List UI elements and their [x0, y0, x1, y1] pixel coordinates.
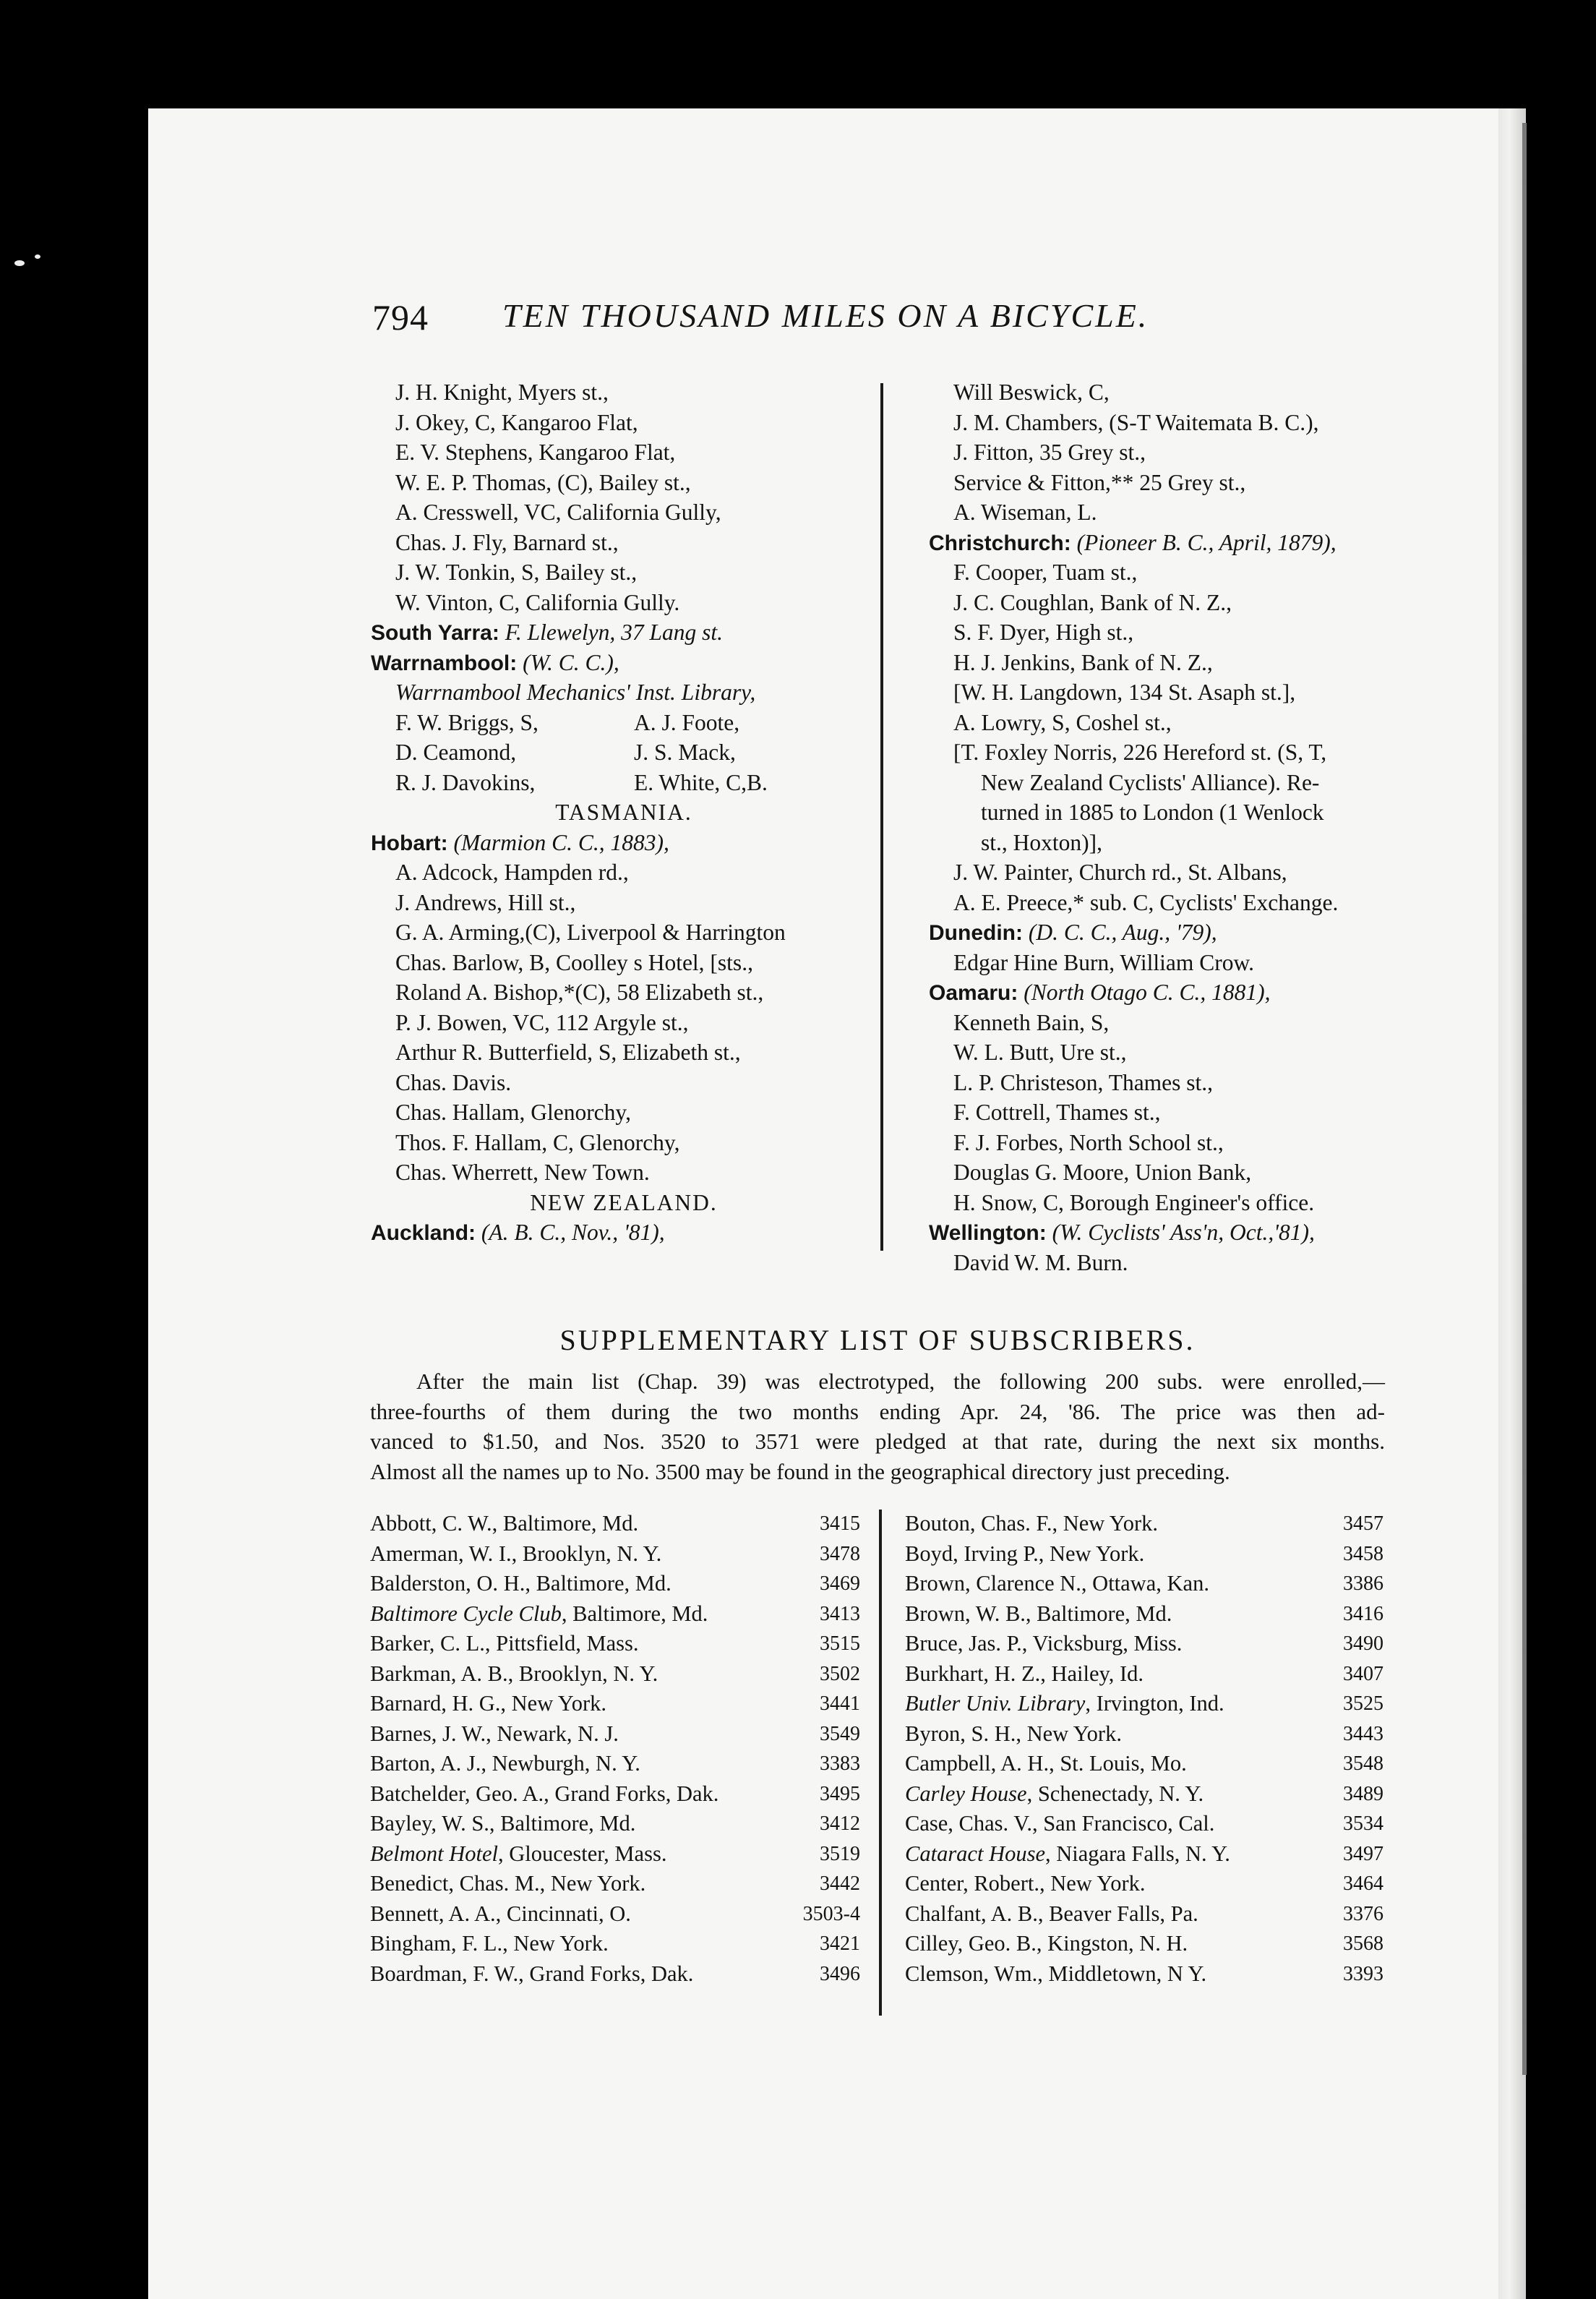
directory-entry: A. E. Preece,* sub. C, Cyclists' Exchange. [953, 889, 1339, 915]
subscriber-name: Barkman, A. B., Brooklyn, N. Y. [370, 1661, 658, 1686]
directory-entry: Will Beswick, C, [953, 380, 1110, 405]
directory-entry: A. J. Foote, [634, 709, 740, 735]
directory-left-column [371, 377, 877, 1248]
section-heading: NEW ZEALAND. [530, 1189, 718, 1215]
subscriber-name: Center, Robert., New York. [905, 1871, 1146, 1896]
subscriber-name: Bayley, W. S., Baltimore, Md. [370, 1811, 636, 1836]
subscriber-row [905, 1869, 1383, 1899]
subscriber-number: 3421 [820, 1932, 860, 1955]
directory-entry-pair [371, 768, 877, 798]
subscriber-row [370, 1689, 860, 1719]
subscriber-name: Cataract House, Niagara Falls, N. Y. [905, 1841, 1230, 1866]
directory-entry: F. W. Briggs, S, [395, 709, 539, 735]
subscriber-row [905, 1629, 1383, 1659]
subscriber-row [905, 1569, 1383, 1599]
club-info: (North Otago C. C., 1881), [1018, 980, 1271, 1005]
subscriber-row [905, 1809, 1383, 1839]
subscriber-row [370, 1569, 860, 1599]
subscriber-number: 3478 [820, 1542, 860, 1565]
column-rule [880, 383, 883, 1251]
subscriber-row [905, 1779, 1383, 1810]
subscriber-number: 3496 [820, 1962, 860, 1985]
subscriber-number: 3519 [820, 1842, 860, 1865]
subscriber-row [905, 1599, 1383, 1630]
subscriber-number: 3412 [820, 1812, 860, 1835]
supplementary-intro [370, 1366, 1385, 1486]
page-number: 794 [372, 297, 429, 338]
subscriber-name: Byron, S. H., New York. [905, 1721, 1122, 1746]
subscriber-number: 3549 [820, 1722, 860, 1745]
subscriber-row [370, 1599, 860, 1630]
directory-entry: [W. H. Langdown, 134 St. Asaph st.], [953, 680, 1296, 705]
subscriber-name: Amerman, W. I., Brooklyn, N. Y. [370, 1541, 662, 1566]
place-name: South Yarra: [371, 621, 499, 645]
subscriber-row [905, 1749, 1383, 1779]
directory-entry: H. J. Jenkins, Bank of N. Z., [953, 649, 1213, 675]
subscriber-number: 3458 [1343, 1542, 1383, 1565]
subscriber-number: 3442 [820, 1872, 860, 1895]
place-name: Christchurch: [929, 531, 1071, 555]
directory-entry: W. Vinton, C, California Gully. [395, 589, 680, 615]
directory-entry: J. Okey, C, Kangaroo Flat, [395, 409, 638, 435]
subscriber-row [905, 1659, 1383, 1690]
directory-entry: F. J. Forbes, North School st., [953, 1129, 1224, 1155]
directory-entry: Service & Fitton,** 25 Grey st., [953, 469, 1246, 495]
subscriber-name: Burkhart, H. Z., Hailey, Id. [905, 1661, 1144, 1686]
directory-entry: L. P. Christeson, Thames st., [953, 1069, 1214, 1095]
subscriber-number: 3525 [1343, 1692, 1383, 1715]
scan-speck [14, 260, 25, 266]
subscriber-number: 3497 [1343, 1842, 1383, 1865]
intro-line: three-fourths of them during the two months ending Apr. 24, '86. The price was then ad- [370, 1398, 1385, 1424]
subscriber-row [905, 1959, 1383, 1990]
place-heading [929, 977, 1485, 1008]
directory-entry: J. C. Coughlan, Bank of N. Z., [953, 589, 1232, 615]
subscriber-row [370, 1929, 860, 1959]
subscriber-name: Benedict, Chas. M., New York. [370, 1871, 646, 1896]
place-name: Dunedin: [929, 921, 1023, 945]
subscriber-row [370, 1509, 860, 1539]
directory-entry: J. M. Chambers, (S-T Waitemata B. C.), [953, 409, 1319, 435]
subscriber-name: Brown, Clarence N., Ottawa, Kan. [905, 1571, 1209, 1596]
subscriber-name: Case, Chas. V., San Francisco, Cal. [905, 1811, 1215, 1836]
club-info: (W. C. C.), [517, 649, 619, 675]
subscriber-name: Clemson, Wm., Middletown, N Y. [905, 1961, 1207, 1986]
place-name: Warrnambool: [371, 651, 518, 675]
place-name: Auckland: [371, 1221, 476, 1245]
running-title: TEN THOUSAND MILES ON A BICYCLE. [502, 297, 1149, 334]
subscriber-number: 3548 [1343, 1752, 1383, 1775]
subscriber-name: Boyd, Irving P., New York. [905, 1541, 1145, 1566]
subscriber-number: 3457 [1343, 1512, 1383, 1535]
place-heading [929, 528, 1485, 558]
directory-entry: Arthur R. Butterfield, S, Elizabeth st., [395, 1040, 741, 1065]
subscriber-number: 3407 [1343, 1662, 1383, 1685]
subscriber-institution: Cataract House [905, 1841, 1046, 1866]
directory-entry: A. Adcock, Hampden rd., [395, 860, 629, 885]
place-name: Wellington: [929, 1221, 1047, 1245]
directory-entry: D. Ceamond, [395, 740, 517, 765]
directory-entry: Chas. Wherrett, New Town. [395, 1160, 650, 1185]
directory-entry: turned in 1885 to London (1 Wenlock [981, 800, 1324, 825]
subscriber-institution: Belmont Hotel [370, 1841, 499, 1866]
club-info: (W. Cyclists' Ass'n, Oct.,'81), [1046, 1220, 1315, 1245]
place-heading [371, 828, 877, 858]
subscriber-number: 3502 [820, 1662, 860, 1685]
intro-line: vanced to $1.50, and Nos. 3520 to 3571 were pledged at that rate, during the next six months. [370, 1429, 1385, 1454]
subscriber-number: 3393 [1343, 1962, 1383, 1985]
supplementary-title: SUPPLEMENTARY LIST OF SUBSCRIBERS. [559, 1324, 1196, 1356]
directory-entry: Thos. F. Hallam, C, Glenorchy, [395, 1129, 680, 1155]
scan-speck [35, 254, 40, 259]
subscriber-name: Butler Univ. Library, Irvington, Ind. [905, 1691, 1224, 1716]
subscriber-number: 3495 [820, 1782, 860, 1805]
subscriber-number: 3386 [1343, 1572, 1383, 1595]
directory-entry: J. Andrews, Hill st., [395, 889, 576, 915]
subscriber-row [370, 1719, 860, 1750]
subscriber-number: 3413 [820, 1602, 860, 1625]
directory-entry: A. Wiseman, L. [953, 500, 1097, 525]
directory-entry: Chas. Barlow, B, Coolley s Hotel, [sts., [395, 949, 753, 975]
directory-entry: Kenneth Bain, S, [953, 1009, 1110, 1035]
subscriber-row [905, 1689, 1383, 1719]
directory-entry: W. E. P. Thomas, (C), Bailey st., [395, 469, 691, 495]
subscriber-number: 3376 [1343, 1902, 1383, 1925]
subscriber-number: 3568 [1343, 1932, 1383, 1955]
subscriber-row [905, 1929, 1383, 1959]
column-rule [879, 1510, 882, 2016]
subscriber-name: Carley House, Schenectady, N. Y. [905, 1781, 1204, 1806]
subscriber-name: Boardman, F. W., Grand Forks, Dak. [370, 1961, 694, 1986]
directory-entry: Chas. J. Fly, Barnard st., [395, 529, 619, 555]
subscriber-number: 3383 [820, 1752, 860, 1775]
directory-entry: Edgar Hine Burn, William Crow. [953, 949, 1255, 975]
subscriber-row [370, 1539, 860, 1570]
club-info: (Pioneer B. C., April, 1879), [1071, 529, 1337, 555]
directory-entry: J. Fitton, 35 Grey st., [953, 440, 1146, 465]
intro-line: Almost all the names up to No. 3500 may be found in the geographical directory just preceding. [370, 1458, 1230, 1484]
subscriber-row [370, 1809, 860, 1839]
subscriber-row [370, 1779, 860, 1810]
subscriber-list-right [905, 1509, 1383, 1989]
subscriber-row [905, 1719, 1383, 1750]
place-name: Oamaru: [929, 981, 1018, 1005]
subscriber-name: Chalfant, A. B., Beaver Falls, Pa. [905, 1901, 1198, 1926]
directory-entry: Chas. Hallam, Glenorchy, [395, 1100, 631, 1125]
directory-entry: A. Lowry, S, Coshel st., [953, 709, 1172, 735]
directory-entry: [T. Foxley Norris, 226 Hereford st. (S, T, [953, 740, 1327, 765]
directory-entry: F. Cottrell, Thames st., [953, 1100, 1161, 1125]
intro-line: After the main list (Chap. 39) was electrotyped, the following 200 subs. were enrolled,— [416, 1369, 1385, 1394]
subscriber-name: Brown, W. B., Baltimore, Md. [905, 1601, 1172, 1626]
subscriber-number: 3416 [1343, 1602, 1383, 1625]
subscriber-number: 3415 [820, 1512, 860, 1535]
subscriber-name: Bennett, A. A., Cincinnati, O. [370, 1901, 631, 1926]
running-header [372, 296, 1269, 354]
subscriber-name: Abbott, C. W., Baltimore, Md. [370, 1511, 639, 1536]
subscriber-institution: Carley House [905, 1781, 1027, 1806]
directory-entry: New Zealand Cyclists' Alliance). Re- [981, 769, 1320, 795]
subscriber-number: 3443 [1343, 1722, 1383, 1745]
directory-entry: J. S. Mack, [634, 740, 736, 765]
directory-entry: Roland A. Bishop,*(C), 58 Elizabeth st., [395, 980, 764, 1005]
directory-entry: st., Hoxton)], [981, 829, 1102, 855]
directory-entry: J. W. Tonkin, S, Bailey st., [395, 560, 638, 585]
club-info: (D. C. C., Aug., '79), [1022, 920, 1217, 945]
subscriber-name: Bruce, Jas. P., Vicksburg, Miss. [905, 1631, 1183, 1656]
subscriber-name: Batchelder, Geo. A., Grand Forks, Dak. [370, 1781, 719, 1806]
place-heading [929, 1217, 1485, 1248]
subscriber-number: 3534 [1343, 1812, 1383, 1835]
directory-entry: R. J. Davokins, [395, 769, 536, 795]
subscriber-number: 3515 [820, 1632, 860, 1655]
directory-entry: E. White, C,B. [634, 769, 768, 795]
subscriber-row [370, 1749, 860, 1779]
section-heading: TASMANIA. [555, 800, 692, 825]
subscriber-row [905, 1509, 1383, 1539]
subscriber-name: Bouton, Chas. F., New York. [905, 1511, 1159, 1536]
subscriber-row [370, 1959, 860, 1990]
subscriber-name: Belmont Hotel, Gloucester, Mass. [370, 1841, 667, 1866]
subscriber-name: Cilley, Geo. B., Kingston, N. H. [905, 1931, 1188, 1956]
directory-entry: H. Snow, C, Borough Engineer's office. [953, 1189, 1315, 1215]
subscriber-row [370, 1629, 860, 1659]
subscriber-number: 3441 [820, 1692, 860, 1715]
subscriber-row [370, 1899, 860, 1930]
club-info: (A. B. C., Nov., '81), [476, 1220, 665, 1245]
directory-entry: A. Cresswell, VC, California Gully, [395, 500, 721, 525]
place-name: Hobart: [371, 831, 448, 855]
subscriber-number: 3490 [1343, 1632, 1383, 1655]
subscriber-row [370, 1869, 860, 1899]
club-info: (Marmion C. C., 1883), [447, 829, 669, 855]
subscriber-row [905, 1839, 1383, 1870]
directory-entry-pair [371, 737, 877, 768]
place-heading [371, 617, 877, 648]
directory-entry: F. Cooper, Tuam st., [953, 560, 1138, 585]
place-heading [371, 1217, 877, 1248]
subscriber-row [370, 1839, 860, 1870]
subscriber-row [905, 1539, 1383, 1570]
subscriber-number: 3503-4 [802, 1902, 860, 1925]
subscriber-institution: Baltimore Cycle Club [370, 1601, 562, 1626]
directory-entry: J. H. Knight, Myers st., [395, 380, 609, 405]
place-heading [929, 917, 1485, 948]
subscriber-row [370, 1659, 860, 1690]
page-gutter-shadow [1522, 123, 1527, 2075]
place-heading [371, 648, 877, 678]
subscriber-number: 3469 [820, 1572, 860, 1595]
subscriber-name: Campbell, A. H., St. Louis, Mo. [905, 1751, 1187, 1776]
subscriber-name: Barton, A. J., Newburgh, N. Y. [370, 1751, 640, 1776]
subscriber-number: 3489 [1343, 1782, 1383, 1805]
directory-entry: W. L. Butt, Ure st., [953, 1040, 1127, 1065]
subscriber-number: 3464 [1343, 1872, 1383, 1895]
directory-entry: G. A. Arming,(C), Liverpool & Harrington [395, 920, 786, 945]
subscriber-row [905, 1899, 1383, 1930]
subscriber-name: Baltimore Cycle Club, Baltimore, Md. [370, 1601, 708, 1626]
directory-entry: P. J. Bowen, VC, 112 Argyle st., [395, 1009, 689, 1035]
club-info: F. Llewelyn, 37 Lang st. [499, 620, 724, 645]
directory-entry-pair [371, 708, 877, 738]
subscriber-name: Barker, C. L., Pittsfield, Mass. [370, 1631, 639, 1656]
directory-entry: Chas. Davis. [395, 1069, 512, 1095]
subscriber-institution: Butler Univ. Library [905, 1691, 1086, 1716]
subscriber-list-left [370, 1509, 860, 1989]
subscriber-name: Barnes, J. W., Newark, N. J. [370, 1721, 619, 1746]
subscriber-name: Bingham, F. L., New York. [370, 1931, 609, 1956]
subscriber-name: Barnard, H. G., New York. [370, 1691, 606, 1716]
directory-entry: E. V. Stephens, Kangaroo Flat, [395, 440, 676, 465]
directory-entry: Warrnambool Mechanics' Inst. Library, [395, 680, 756, 705]
directory-entry: Douglas G. Moore, Union Bank, [953, 1160, 1252, 1185]
directory-entry: S. F. Dyer, High st., [953, 620, 1134, 645]
directory-entry: David W. M. Burn. [953, 1249, 1128, 1275]
directory-right-column [929, 377, 1485, 1277]
directory-entry: J. W. Painter, Church rd., St. Albans, [953, 860, 1287, 885]
subscriber-name: Balderston, O. H., Baltimore, Md. [370, 1571, 672, 1596]
